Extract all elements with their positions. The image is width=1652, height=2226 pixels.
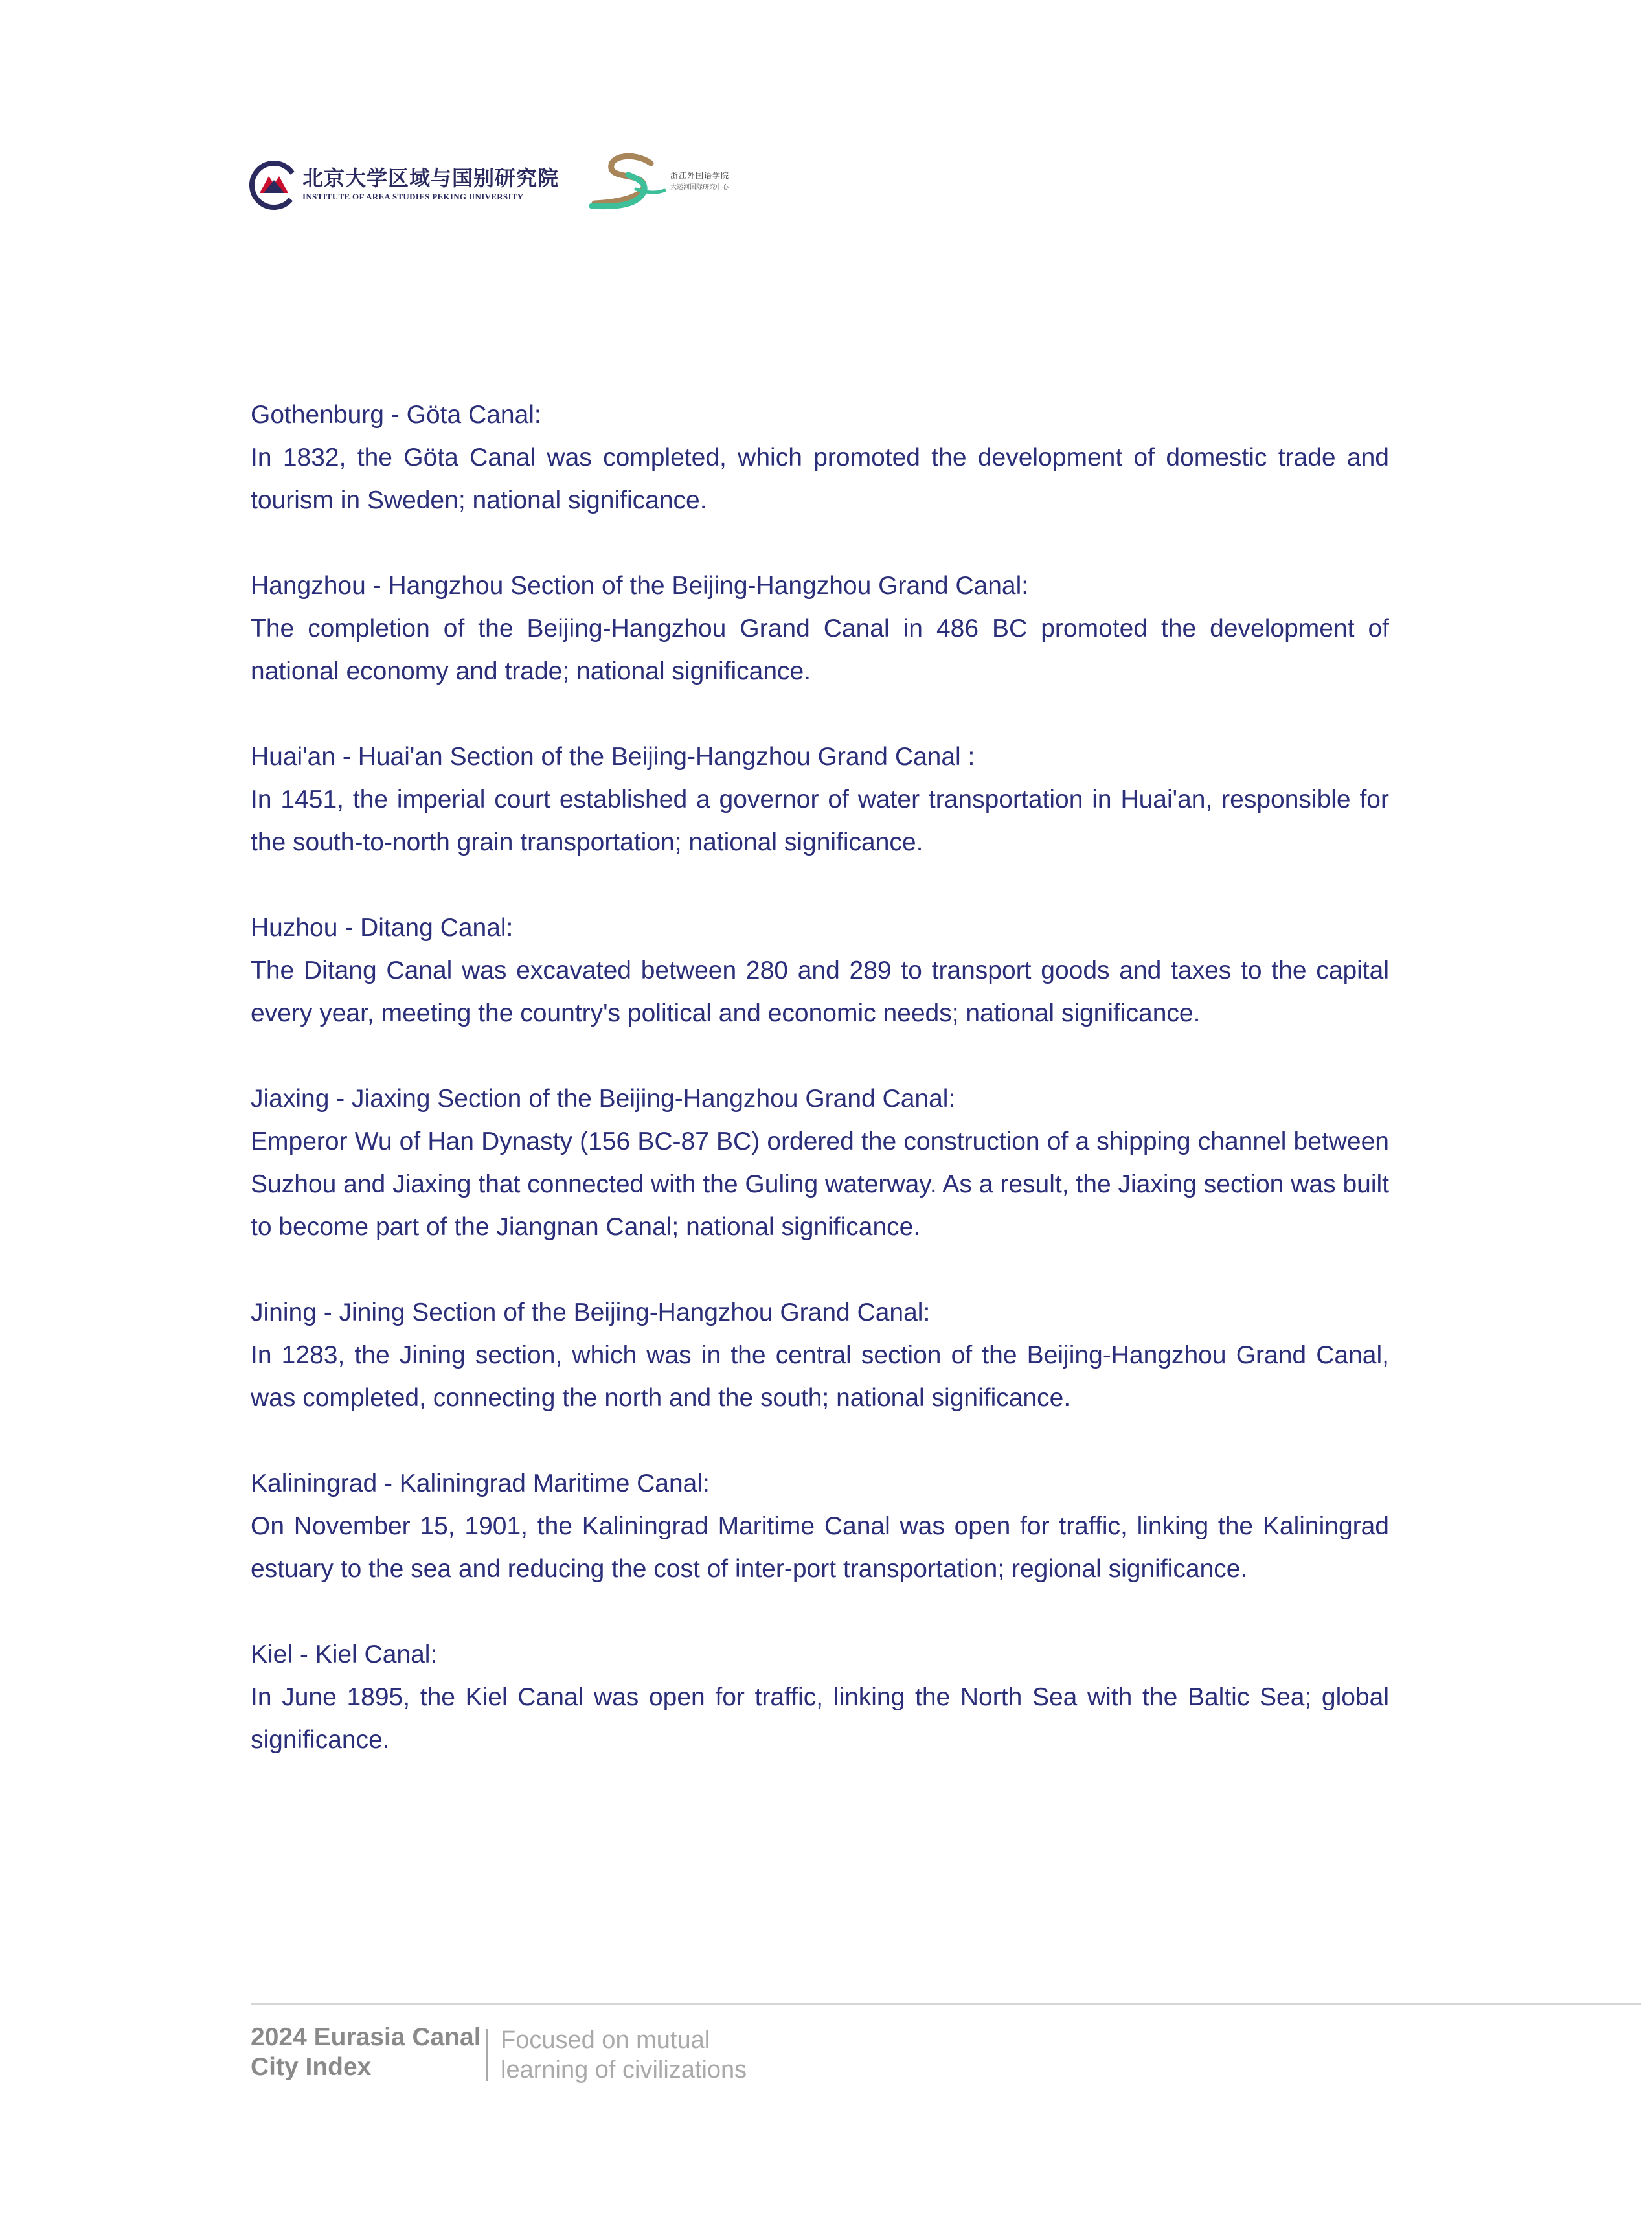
pku-emblem-icon [249, 161, 299, 210]
canal-entry-title: Kaliningrad - Kaliningrad Maritime Canal: [251, 1470, 710, 1497]
canal-entry-title: Huai'an - Huai'an Section of the Beijing-Hangzhou Grand Canal : [251, 743, 975, 771]
canal-entry [251, 1633, 1389, 1762]
canal-entry-title: Hangzhou - Hangzhou Section of the Beijing-Hangzhou Grand Canal: [251, 572, 1029, 600]
zj-logo [589, 149, 758, 220]
footer-divider [486, 2029, 488, 2081]
canal-entry-body: On November 15, 1901, the Kaliningrad Maritime Canal was open for traffic, linking the Kaliningrad estuary to the sea and reducing the cost of inter-port transportation; regional significance. [251, 1512, 1389, 1583]
footer-tagline-line2: learning of civilizations [501, 2056, 747, 2084]
footer-tagline [501, 2025, 747, 2085]
canal-entry-title: Kiel - Kiel Canal: [251, 1641, 438, 1668]
canal-wave-emblem-icon [589, 149, 667, 214]
pku-logo-cn-text: 北京大学区域与国别研究院 [302, 166, 560, 190]
canal-entry-title: Gothenburg - Göta Canal: [251, 401, 541, 429]
footer-rule [251, 2003, 1641, 2005]
footer-tagline-line1: Focused on mutual [501, 2027, 710, 2054]
canal-entry-body: In 1832, the Göta Canal was completed, which promoted the development of domestic trade and tourism in Sweden; national significance. [251, 444, 1389, 514]
canal-entry-body: In 1451, the imperial court established a governor of water transportation in Huai'an, responsible for the south-to-north grain transportation; national significance. [251, 786, 1389, 856]
pku-logo-en-text: INSTITUTE OF AREA STUDIES PEKING UNIVERSITY [302, 192, 524, 201]
canal-entry-body: In 1283, the Jining section, which was in the central section of the Beijing-Hangzhou Grand Canal, was completed, connecting the north and the south; national significance. [251, 1341, 1389, 1412]
zj-logo-cn-text: 浙江外国语学院 [670, 171, 730, 180]
canal-entry [251, 1291, 1389, 1420]
canal-entry [251, 565, 1389, 693]
canal-entry-body: Emperor Wu of Han Dynasty (156 BC-87 BC) ordered the construction of a shipping channel between Suzhou and Jiaxing that connected with the Guling waterway. As a result, the Jiaxing section was built to become part of the Jiangnan Canal; national significance. [251, 1128, 1389, 1241]
canal-entry [251, 1462, 1389, 1591]
canal-list [251, 394, 1389, 1804]
canal-entry-body: The completion of the Beijing-Hangzhou Grand Canal in 486 BC promoted the development of national economy and trade; national significance. [251, 615, 1389, 685]
canal-entry-body: The Ditang Canal was excavated between 280 and 289 to transport goods and taxes to the capital every year, meeting the country's political and economic needs; national significance. [251, 957, 1389, 1027]
canal-entry-body: In June 1895, the Kiel Canal was open for traffic, linking the North Sea with the Baltic Sea; global significance. [251, 1683, 1389, 1754]
canal-entry-title: Jining - Jining Section of the Beijing-Hangzhou Grand Canal: [251, 1299, 931, 1326]
canal-entry [251, 1078, 1389, 1249]
canal-entry-title: Huzhou - Ditang Canal: [251, 914, 514, 942]
pku-logo [249, 155, 560, 214]
zj-logo-cn-subtext: 大运河国际研究中心 [670, 184, 729, 191]
footer-title-line2: City Index [251, 2053, 372, 2081]
header-logos [249, 149, 832, 220]
footer-title [251, 2023, 481, 2082]
canal-entry [251, 907, 1389, 1035]
canal-entry [251, 736, 1389, 864]
canal-entry-title: Jiaxing - Jiaxing Section of the Beijing-Hangzhou Grand Canal: [251, 1085, 956, 1113]
canal-entry [251, 394, 1389, 522]
footer-title-line1: 2024 Eurasia Canal [251, 2023, 481, 2051]
